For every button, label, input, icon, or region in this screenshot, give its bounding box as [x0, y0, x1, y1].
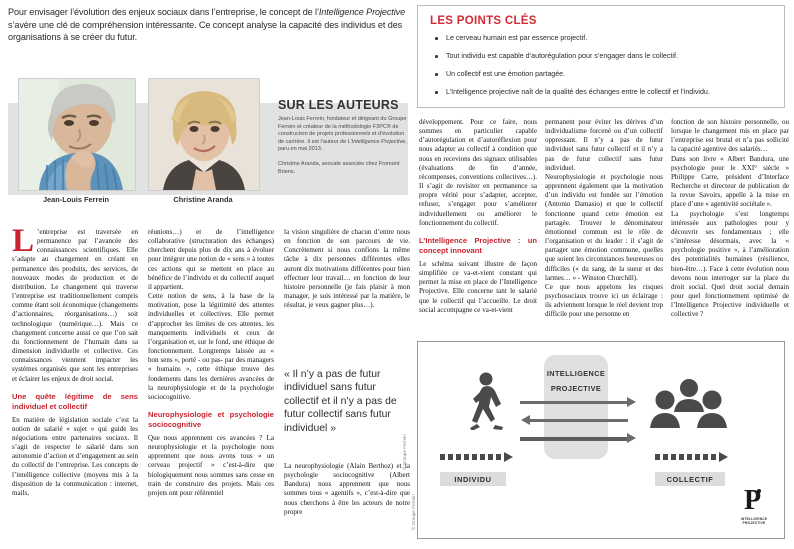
intelligence-projective-diagram — [417, 341, 785, 539]
key-point-item: Le cerveau humain est par essence projectif. — [430, 34, 772, 43]
column5-paragraph-2: Neurophysiologie et psychologie nous apprennent également que la motivation d’un individu est fondée sur l’émotion (Antonio Damasio) et que le collectif fonctionne quand cette émotion est partagée. Trouver le dénominateur émotionnel commun est le rôle de l’organisation et du leader : il s’agit de partager une émotion commune, quelles que soient les circonstances heureuses ou difficiles (« du sang, de la sueur et des larmes… » - Winston Churchill). — [545, 172, 663, 282]
key-point-item: L’Intelligence projective naît de la qualité des échanges entre le collectif et l’individu. — [430, 88, 772, 97]
group-of-people-icon — [650, 378, 728, 432]
author-photo-aranda — [148, 78, 260, 191]
bio-ferrein-book-title: L’Intelligence Projective — [347, 138, 406, 145]
key-points-title: LES POINTS CLÉS — [430, 15, 537, 27]
author-photo-ferrein — [18, 78, 136, 191]
authors-block — [8, 78, 408, 216]
arrowhead-right-2 — [627, 433, 636, 443]
walking-person-icon — [466, 372, 508, 430]
bio-ferrein-part1: Jean-Louis Ferrein, fondateur et dirigeant du Groupe Ferrein et créateur de la méthodologie F3PC® de construction de projets professionnels et d’évolution de carrière. Il est l’auteur de — [278, 116, 407, 145]
body-column-5 — [545, 118, 663, 319]
individual-figure-icon — [466, 372, 508, 430]
diagram-label-individu: INDIVIDU — [440, 472, 506, 486]
intelligence-projective-logo — [732, 487, 776, 529]
drop-cap-letter: L — [12, 223, 35, 259]
body-column-1 — [12, 223, 138, 498]
column4-paragraph-1: développement. Pour ce faire, nous sommes en particulier capable d’autorégulation et d’autoréflexion pour nous adapter au collectif à condition que nous en recevions des signaux utilisables (évaluations de fin d’année, récompenses, conventions collectives…). Il s’agit de revisiter en permanence sa propre vérité pour s’adapter, accepter, refuser, s’engager pour s’améliorer individuellement ou améliorer le fonctionnement du collectif. — [419, 118, 537, 227]
photo-credit-text: © Groupe Ferrein — [402, 434, 407, 470]
column5-paragraph-1: permanent pour éviter les dérives d’un individualisme forcené ou d’un collectif oppressant. Il n’y a pas de futur individuel sans futur collectif et il n’y a pas de futur collectif sans futur individuel. — [545, 118, 663, 172]
column6-paragraph-3: La psychologie s’est longtemps intéressée aux pathologies pour y découvrir ses fondamentaux ; elle s’intéresse désormais, avec la « psychologie positive », à l’amélioration des potentialités humaines (résilience, bien-être…). Face à cette évolution nous devons nous interroger sur la place du droit social. Quel droit social demain pour quel fonctionnement optimisé de l’Intelligence Projective individuelle et collective ? — [671, 209, 789, 319]
key-point-item: Tout individu est capable d’autorégulation pour s’engager dans le collectif. — [430, 52, 772, 61]
diagram-label-collectif: COLLECTIF — [655, 472, 725, 486]
column2-paragraph-1: réunions…) et de l’intelligence collaborative (structuration des échanges) cherchent depuis plus de dix ans à évoluer pour intégrer une notion de « sens » à toutes ces actions qui se mettent en place au bénéfice de l’individu et du collectif auquel il appartient. — [148, 228, 274, 291]
column3-paragraph-2: La neurophysiologie (Alain Berthoz) et la psychologie sociocognitive (Albert Bandura) nous apprennent que nous sommes tous « agentifs », c’est-à-dire que nous cherchons à être les acteurs de notre propre — [284, 462, 410, 516]
logo-wordmark — [732, 517, 776, 525]
portrait-ferrein-illustration — [19, 79, 135, 190]
about-authors-body — [278, 116, 410, 176]
logo-letter-p: P — [744, 485, 762, 516]
about-authors-title: SUR LES AUTEURS — [278, 98, 399, 112]
column6-paragraph-1: fonction de son histoire personnelle, ou lorsque le changement mis en place par l’entreprise est brutal et n’a pas sollicité la capacité agentive des salariés… — [671, 118, 789, 154]
arrow-collectif-to-individu — [530, 419, 628, 422]
subheading-quete-legitime: Une quête légitime de sens individuel et collectif — [12, 391, 138, 411]
author-bio-ferrein — [278, 116, 410, 154]
portrait-aranda-illustration — [149, 79, 259, 190]
diagram-center-line2: PROJECTIVE — [550, 384, 602, 393]
arrowhead-right-1 — [627, 397, 636, 407]
logo-wordmark-line1: INTELLIGENCE — [740, 517, 768, 521]
photo-ferrein-image — [19, 79, 135, 190]
subheading-concept-innovant: L’Intelligence Projective : un concept innovant — [419, 235, 537, 255]
key-point-item: Un collectif est une émotion partagée. — [430, 70, 772, 79]
body-column-4 — [419, 118, 537, 315]
column6-paragraph-2: Dans son livre « Albert Bandura, une psychologie pour le XXI° siècle » Philippe Carre, président d’Interface Recherche et directeur de publication de la revue Savoirs, appelle à la mise en place d’une « agentivité sociétale ». — [671, 154, 789, 209]
diagram-credit-text: © Groupe Ferrein — [411, 494, 416, 530]
column2-paragraph-3: Que nous apprennent ces avancées ? La neurophysiologie et la psychologie nous apprennent que nous avons tous « un cerveau projectif » c’est-à-dire que biologiquement nous sommes sans cesse en train de construire des projets. Mais ces projets ont pour référentiel — [148, 433, 274, 497]
key-points-list — [430, 34, 772, 97]
column4-paragraph-2: Le schéma suivant illustre de façon simplifiée ce va-et-vient constant qui permet la mise en place de l’Intelligence Projective. Elle concerne tant le salarié que le collectif qui l’accueille. Le droit social accompagne ce va-et-vient — [419, 259, 537, 314]
intro-text-before: Pour envisager l’évolution des enjeux sociaux dans l’entreprise, le concept de l’ — [8, 7, 319, 17]
column3-paragraph-1: la vision singulière de chacun d’entre nous en fonction de son parcours de vie. Concrètement si nous confions la même tâche à dix personnes différentes elles auront dix motivations différentes pour bien effectuer leur travail… en fonction de leur histoire personnelle (je fais plaisir à mon manager, je suis intéressé par la matière, le résultat, je veux gagner plus…). — [284, 228, 410, 310]
photo-caption-ferrein: Jean-Louis Ferrein — [42, 195, 110, 204]
diagram-center-label — [536, 366, 616, 396]
dashed-arrow-individu — [440, 454, 514, 460]
pull-quote: « Il n’y a pas de futur individuel sans futur collectif et il n’y a pas de futur collectif sans futur individuel » — [284, 369, 397, 434]
photo-caption-aranda: Christine Aranda — [173, 195, 233, 204]
column1-paragraph-1-text: ’entreprise est traversée en permanence par l’avancée des connaissances scientifiques. Elle s’adapte au changement en créant en permanence des produits, des services, de nouveaux modes de production et de distribution. Le changement qui traverse l’entreprise est traditionnellement compris comme étant soit économique (changements d’actionnaires, réorganisations…) soit technologique (numérique…). Mais ce changement concerne aussi ce que l’on sait du fonctionnement de l’humain dans sa dimension individuelle et collective. Ces connaissances viennent impacter les systèmes organisés que sont les entreprises et éclairer les enjeux de droit social. — [12, 228, 138, 383]
column1-paragraph-2: En matière de législation sociale c’est la notion de salarié « sujet » qui guide les négociations entre partenaires sociaux. Il s’agit de respecter le salarié dans son autonomie d’action et d’engagement au sein du collectif de l’entreprise. Les concepts de l’intelligence collective (moyens mis à la disposition de la communication : internet, mails, — [12, 415, 138, 497]
subheading-neurophysiologie: Neurophysiologie et psychologie sociocognitive — [148, 409, 274, 429]
body-column-6 — [671, 118, 789, 319]
key-points-box — [417, 5, 785, 108]
column2-paragraph-2: Cette notion de sens, à la base de la motivation, pose la légitimité des attentes individuelles et collectives. Elle permet d’approcher les limites de ces attentes, les manquements individuels et ceux de l’organisation et, sur le fond, une éthique de fonctionnement. Longtemps laissée au « bon sens », porté - ou pas- par des managers « humains », cette éthique trouve des fondements dans les dernières avancées de la neurophysiologie et de la psychologie sociocognitive. — [148, 292, 274, 401]
body-column-2 — [148, 228, 274, 498]
body-column-3 — [284, 228, 410, 310]
collective-figures-icon — [650, 378, 728, 432]
author-bio-aranda: Christine Aranda, avocate associée chez Fromont Briens. — [278, 160, 400, 175]
photo-aranda-image — [149, 79, 259, 190]
dashed-arrow-collectif — [655, 454, 729, 460]
intro-paragraph — [8, 6, 408, 44]
arrow-individu-to-collectif-2 — [520, 437, 628, 441]
about-authors-panel — [278, 98, 410, 183]
diagram-center-line1: INTELLIGENCE — [546, 369, 606, 378]
intro-italic-term: Intelligence Projective — [318, 7, 406, 17]
arrow-individu-to-collectif-1 — [520, 401, 628, 404]
arrowhead-left-1 — [521, 415, 530, 425]
column5-paragraph-3: Ce que nous appelons les risques psychosociaux trouve ici un éclairage : ils adviennent lorsque le réel devient trop difficile pour une personne en — [545, 282, 663, 319]
intro-text-after: s’avère une clé de compréhension intéressante. Ce concept analyse la capacité des individus et des organisations à se créer du futur. — [8, 19, 403, 43]
logo-wordmark-line2: PROJECTIVE — [742, 521, 766, 526]
column1-paragraph-1 — [12, 223, 138, 384]
bio-ferrein-part2: , paru en mai 2013. — [278, 138, 407, 153]
body-column-3-lower — [284, 462, 410, 517]
